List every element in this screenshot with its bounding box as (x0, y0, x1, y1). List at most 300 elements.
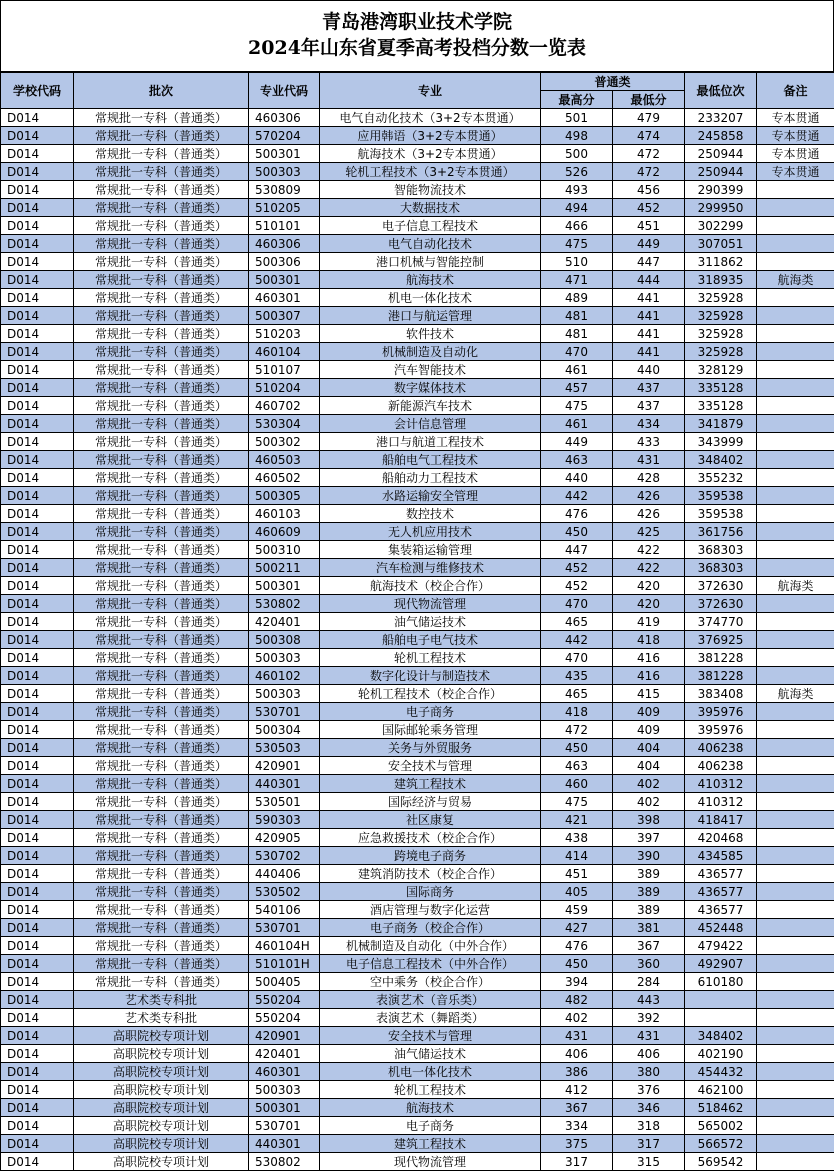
min-rank-cell[interactable]: 402190 (685, 1045, 757, 1063)
batch-cell[interactable]: 常规批一专科（普通类） (74, 667, 249, 685)
major-cell[interactable]: 应急救援技术（校企合作） (320, 829, 541, 847)
major-code-cell[interactable]: 500302 (249, 433, 320, 451)
batch-cell[interactable]: 常规批一专科（普通类） (74, 865, 249, 883)
batch-cell[interactable]: 常规批一专科（普通类） (74, 541, 249, 559)
min-score-cell[interactable]: 474 (613, 127, 685, 145)
remark-cell[interactable] (757, 757, 834, 775)
major-cell[interactable]: 电子信息工程技术（中外合作） (320, 955, 541, 973)
min-score-cell[interactable]: 433 (613, 433, 685, 451)
remark-cell[interactable] (757, 703, 834, 721)
major-cell[interactable]: 跨境电子商务 (320, 847, 541, 865)
major-code-cell[interactable]: 570204 (249, 127, 320, 145)
batch-cell[interactable]: 常规批一专科（普通类） (74, 469, 249, 487)
min-rank-cell[interactable]: 325928 (685, 343, 757, 361)
min-score-cell[interactable]: 437 (613, 379, 685, 397)
remark-cell[interactable] (757, 325, 834, 343)
school-code-cell[interactable]: D014 (1, 757, 74, 775)
major-code-cell[interactable]: 420401 (249, 613, 320, 631)
major-code-cell[interactable]: 500303 (249, 685, 320, 703)
min-score-cell[interactable]: 418 (613, 631, 685, 649)
remark-cell[interactable] (757, 955, 834, 973)
major-code-cell[interactable]: 500308 (249, 631, 320, 649)
batch-cell[interactable]: 高职院校专项计划 (74, 1081, 249, 1099)
max-score-cell[interactable]: 461 (541, 415, 613, 433)
max-score-cell[interactable]: 465 (541, 685, 613, 703)
max-score-cell[interactable]: 493 (541, 181, 613, 199)
batch-cell[interactable]: 常规批一专科（普通类） (74, 307, 249, 325)
min-rank-cell[interactable]: 569542 (685, 1153, 757, 1171)
max-score-cell[interactable]: 442 (541, 487, 613, 505)
max-score-cell[interactable]: 498 (541, 127, 613, 145)
major-code-cell[interactable]: 500307 (249, 307, 320, 325)
school-code-cell[interactable]: D014 (1, 937, 74, 955)
major-code-cell[interactable]: 510204 (249, 379, 320, 397)
school-code-cell[interactable]: D014 (1, 1117, 74, 1135)
major-cell[interactable]: 国际邮轮乘务管理 (320, 721, 541, 739)
major-code-cell[interactable]: 530809 (249, 181, 320, 199)
max-score-cell[interactable]: 394 (541, 973, 613, 991)
remark-cell[interactable] (757, 487, 834, 505)
min-rank-cell[interactable]: 395976 (685, 721, 757, 739)
max-score-cell[interactable]: 449 (541, 433, 613, 451)
major-cell[interactable]: 无人机应用技术 (320, 523, 541, 541)
remark-cell[interactable] (757, 343, 834, 361)
batch-cell[interactable]: 常规批一专科（普通类） (74, 775, 249, 793)
school-code-cell[interactable]: D014 (1, 811, 74, 829)
major-code-cell[interactable]: 590303 (249, 811, 320, 829)
remark-cell[interactable] (757, 1099, 834, 1117)
school-code-cell[interactable]: D014 (1, 415, 74, 433)
major-cell[interactable]: 港口与航道工程技术 (320, 433, 541, 451)
min-rank-cell[interactable]: 311862 (685, 253, 757, 271)
header-remark[interactable]: 备注 (757, 73, 834, 109)
min-rank-cell[interactable]: 452448 (685, 919, 757, 937)
min-rank-cell[interactable]: 381228 (685, 649, 757, 667)
school-code-cell[interactable]: D014 (1, 829, 74, 847)
major-cell[interactable]: 大数据技术 (320, 199, 541, 217)
school-code-cell[interactable]: D014 (1, 127, 74, 145)
remark-cell[interactable] (757, 1063, 834, 1081)
major-cell[interactable]: 会计信息管理 (320, 415, 541, 433)
remark-cell[interactable] (757, 811, 834, 829)
major-cell[interactable]: 空中乘务（校企合作） (320, 973, 541, 991)
header-max-score[interactable]: 最高分 (541, 91, 613, 109)
major-cell[interactable]: 港口机械与智能控制 (320, 253, 541, 271)
major-cell[interactable]: 酒店管理与数字化运营 (320, 901, 541, 919)
major-cell[interactable]: 电气自动化技术 (320, 235, 541, 253)
remark-cell[interactable] (757, 991, 834, 1009)
header-group[interactable]: 普通类 (541, 73, 685, 91)
major-cell[interactable]: 轮机工程技术（校企合作） (320, 685, 541, 703)
max-score-cell[interactable]: 457 (541, 379, 613, 397)
major-cell[interactable]: 软件技术 (320, 325, 541, 343)
major-code-cell[interactable]: 500301 (249, 145, 320, 163)
major-code-cell[interactable]: 550204 (249, 991, 320, 1009)
min-score-cell[interactable]: 440 (613, 361, 685, 379)
batch-cell[interactable]: 常规批一专科（普通类） (74, 379, 249, 397)
major-cell[interactable]: 建筑工程技术 (320, 775, 541, 793)
school-code-cell[interactable]: D014 (1, 253, 74, 271)
school-code-cell[interactable]: D014 (1, 1045, 74, 1063)
school-code-cell[interactable]: D014 (1, 505, 74, 523)
min-rank-cell[interactable]: 406238 (685, 757, 757, 775)
remark-cell[interactable] (757, 379, 834, 397)
max-score-cell[interactable]: 447 (541, 541, 613, 559)
remark-cell[interactable] (757, 973, 834, 991)
major-code-cell[interactable]: 460503 (249, 451, 320, 469)
school-code-cell[interactable]: D014 (1, 325, 74, 343)
min-rank-cell[interactable]: 328129 (685, 361, 757, 379)
min-score-cell[interactable]: 380 (613, 1063, 685, 1081)
max-score-cell[interactable]: 317 (541, 1153, 613, 1171)
min-rank-cell[interactable]: 406238 (685, 739, 757, 757)
major-cell[interactable]: 油气储运技术 (320, 1045, 541, 1063)
min-rank-cell[interactable]: 233207 (685, 109, 757, 127)
school-code-cell[interactable]: D014 (1, 613, 74, 631)
school-code-cell[interactable]: D014 (1, 145, 74, 163)
max-score-cell[interactable]: 501 (541, 109, 613, 127)
major-code-cell[interactable]: 420905 (249, 829, 320, 847)
school-code-cell[interactable]: D014 (1, 469, 74, 487)
batch-cell[interactable]: 常规批一专科（普通类） (74, 415, 249, 433)
school-code-cell[interactable]: D014 (1, 559, 74, 577)
remark-cell[interactable] (757, 775, 834, 793)
school-code-cell[interactable]: D014 (1, 199, 74, 217)
min-rank-cell[interactable]: 348402 (685, 1027, 757, 1045)
remark-cell[interactable]: 专本贯通 (757, 145, 834, 163)
min-rank-cell[interactable]: 410312 (685, 775, 757, 793)
major-code-cell[interactable]: 460306 (249, 109, 320, 127)
major-cell[interactable]: 机械制造及自动化（中外合作） (320, 937, 541, 955)
remark-cell[interactable]: 专本贯通 (757, 109, 834, 127)
school-code-cell[interactable]: D014 (1, 739, 74, 757)
max-score-cell[interactable]: 475 (541, 235, 613, 253)
min-score-cell[interactable]: 451 (613, 217, 685, 235)
batch-cell[interactable]: 常规批一专科（普通类） (74, 235, 249, 253)
min-rank-cell[interactable]: 325928 (685, 325, 757, 343)
max-score-cell[interactable]: 418 (541, 703, 613, 721)
min-rank-cell[interactable]: 374770 (685, 613, 757, 631)
min-score-cell[interactable]: 389 (613, 901, 685, 919)
max-score-cell[interactable]: 526 (541, 163, 613, 181)
remark-cell[interactable] (757, 1153, 834, 1171)
remark-cell[interactable]: 专本贯通 (757, 163, 834, 181)
school-code-cell[interactable]: D014 (1, 649, 74, 667)
min-rank-cell[interactable]: 245858 (685, 127, 757, 145)
batch-cell[interactable]: 常规批一专科（普通类） (74, 829, 249, 847)
min-rank-cell[interactable]: 325928 (685, 307, 757, 325)
min-score-cell[interactable]: 318 (613, 1117, 685, 1135)
major-cell[interactable]: 国际经济与贸易 (320, 793, 541, 811)
min-score-cell[interactable]: 420 (613, 595, 685, 613)
min-rank-cell[interactable] (685, 991, 757, 1009)
remark-cell[interactable] (757, 1081, 834, 1099)
major-cell[interactable]: 国际商务 (320, 883, 541, 901)
max-score-cell[interactable]: 470 (541, 595, 613, 613)
major-cell[interactable]: 船舶动力工程技术 (320, 469, 541, 487)
major-code-cell[interactable]: 460609 (249, 523, 320, 541)
batch-cell[interactable]: 常规批一专科（普通类） (74, 559, 249, 577)
major-cell[interactable]: 数字媒体技术 (320, 379, 541, 397)
school-code-cell[interactable]: D014 (1, 307, 74, 325)
remark-cell[interactable] (757, 253, 834, 271)
school-code-cell[interactable]: D014 (1, 721, 74, 739)
max-score-cell[interactable]: 440 (541, 469, 613, 487)
major-code-cell[interactable]: 460301 (249, 1063, 320, 1081)
major-cell[interactable]: 集装箱运输管理 (320, 541, 541, 559)
header-school-code[interactable]: 学校代码 (1, 73, 74, 109)
major-code-cell[interactable]: 500310 (249, 541, 320, 559)
min-rank-cell[interactable]: 368303 (685, 559, 757, 577)
remark-cell[interactable] (757, 523, 834, 541)
max-score-cell[interactable]: 334 (541, 1117, 613, 1135)
school-code-cell[interactable]: D014 (1, 109, 74, 127)
major-code-cell[interactable]: 440301 (249, 775, 320, 793)
min-rank-cell[interactable]: 335128 (685, 379, 757, 397)
major-cell[interactable]: 安全技术与管理 (320, 757, 541, 775)
min-rank-cell[interactable]: 383408 (685, 685, 757, 703)
min-rank-cell[interactable]: 359538 (685, 487, 757, 505)
remark-cell[interactable] (757, 289, 834, 307)
min-score-cell[interactable]: 346 (613, 1099, 685, 1117)
max-score-cell[interactable]: 450 (541, 523, 613, 541)
remark-cell[interactable] (757, 793, 834, 811)
school-code-cell[interactable]: D014 (1, 991, 74, 1009)
major-cell[interactable]: 表演艺术（音乐类） (320, 991, 541, 1009)
max-score-cell[interactable]: 461 (541, 361, 613, 379)
major-cell[interactable]: 现代物流管理 (320, 1153, 541, 1171)
school-code-cell[interactable]: D014 (1, 973, 74, 991)
remark-cell[interactable] (757, 181, 834, 199)
school-code-cell[interactable]: D014 (1, 1027, 74, 1045)
max-score-cell[interactable]: 472 (541, 721, 613, 739)
remark-cell[interactable] (757, 937, 834, 955)
min-rank-cell[interactable]: 395976 (685, 703, 757, 721)
min-rank-cell[interactable]: 290399 (685, 181, 757, 199)
max-score-cell[interactable]: 463 (541, 757, 613, 775)
major-code-cell[interactable]: 540106 (249, 901, 320, 919)
min-rank-cell[interactable]: 436577 (685, 883, 757, 901)
school-code-cell[interactable]: D014 (1, 919, 74, 937)
school-code-cell[interactable]: D014 (1, 901, 74, 919)
max-score-cell[interactable]: 482 (541, 991, 613, 1009)
batch-cell[interactable]: 常规批一专科（普通类） (74, 361, 249, 379)
min-score-cell[interactable]: 415 (613, 685, 685, 703)
school-code-cell[interactable]: D014 (1, 451, 74, 469)
min-score-cell[interactable]: 449 (613, 235, 685, 253)
min-score-cell[interactable]: 397 (613, 829, 685, 847)
min-score-cell[interactable]: 416 (613, 667, 685, 685)
remark-cell[interactable] (757, 415, 834, 433)
min-score-cell[interactable]: 472 (613, 163, 685, 181)
major-code-cell[interactable]: 500303 (249, 649, 320, 667)
min-score-cell[interactable]: 443 (613, 991, 685, 1009)
max-score-cell[interactable]: 450 (541, 955, 613, 973)
remark-cell[interactable] (757, 1117, 834, 1135)
school-code-cell[interactable]: D014 (1, 271, 74, 289)
remark-cell[interactable] (757, 1027, 834, 1045)
batch-cell[interactable]: 常规批一专科（普通类） (74, 757, 249, 775)
min-rank-cell[interactable]: 368303 (685, 541, 757, 559)
school-code-cell[interactable]: D014 (1, 847, 74, 865)
max-score-cell[interactable]: 412 (541, 1081, 613, 1099)
major-cell[interactable]: 航海技术 (320, 271, 541, 289)
major-code-cell[interactable]: 500304 (249, 721, 320, 739)
max-score-cell[interactable]: 367 (541, 1099, 613, 1117)
major-cell[interactable]: 电子商务 (320, 1117, 541, 1135)
major-code-cell[interactable]: 510101H (249, 955, 320, 973)
school-code-cell[interactable]: D014 (1, 667, 74, 685)
major-code-cell[interactable]: 500211 (249, 559, 320, 577)
min-score-cell[interactable]: 419 (613, 613, 685, 631)
major-cell[interactable]: 汽车检测与维修技术 (320, 559, 541, 577)
batch-cell[interactable]: 常规批一专科（普通类） (74, 901, 249, 919)
max-score-cell[interactable]: 475 (541, 793, 613, 811)
batch-cell[interactable]: 常规批一专科（普通类） (74, 721, 249, 739)
major-cell[interactable]: 电子商务 (320, 703, 541, 721)
remark-cell[interactable] (757, 451, 834, 469)
remark-cell[interactable]: 航海类 (757, 271, 834, 289)
major-cell[interactable]: 安全技术与管理 (320, 1027, 541, 1045)
major-cell[interactable]: 轮机工程技术 (320, 649, 541, 667)
major-code-cell[interactable]: 530702 (249, 847, 320, 865)
major-cell[interactable]: 表演艺术（舞蹈类） (320, 1009, 541, 1027)
batch-cell[interactable]: 常规批一专科（普通类） (74, 883, 249, 901)
batch-cell[interactable]: 常规批一专科（普通类） (74, 487, 249, 505)
min-score-cell[interactable]: 284 (613, 973, 685, 991)
major-code-cell[interactable]: 460301 (249, 289, 320, 307)
major-code-cell[interactable]: 530304 (249, 415, 320, 433)
remark-cell[interactable] (757, 361, 834, 379)
batch-cell[interactable]: 常规批一专科（普通类） (74, 937, 249, 955)
batch-cell[interactable]: 常规批一专科（普通类） (74, 397, 249, 415)
min-rank-cell[interactable]: 420468 (685, 829, 757, 847)
min-rank-cell[interactable]: 566572 (685, 1135, 757, 1153)
max-score-cell[interactable]: 405 (541, 883, 613, 901)
batch-cell[interactable]: 常规批一专科（普通类） (74, 271, 249, 289)
max-score-cell[interactable]: 450 (541, 739, 613, 757)
major-cell[interactable]: 航海技术（3+2专本贯通） (320, 145, 541, 163)
min-rank-cell[interactable]: 372630 (685, 577, 757, 595)
batch-cell[interactable]: 常规批一专科（普通类） (74, 217, 249, 235)
major-code-cell[interactable]: 460104 (249, 343, 320, 361)
remark-cell[interactable] (757, 1135, 834, 1153)
min-score-cell[interactable]: 389 (613, 865, 685, 883)
max-score-cell[interactable]: 481 (541, 325, 613, 343)
remark-cell[interactable] (757, 649, 834, 667)
major-code-cell[interactable]: 530501 (249, 793, 320, 811)
major-cell[interactable]: 建筑消防技术（校企合作） (320, 865, 541, 883)
min-rank-cell[interactable]: 462100 (685, 1081, 757, 1099)
header-major[interactable]: 专业 (320, 73, 541, 109)
batch-cell[interactable]: 常规批一专科（普通类） (74, 181, 249, 199)
min-rank-cell[interactable]: 434585 (685, 847, 757, 865)
batch-cell[interactable]: 常规批一专科（普通类） (74, 685, 249, 703)
remark-cell[interactable] (757, 739, 834, 757)
min-score-cell[interactable]: 360 (613, 955, 685, 973)
major-code-cell[interactable]: 420901 (249, 1027, 320, 1045)
school-code-cell[interactable]: D014 (1, 343, 74, 361)
max-score-cell[interactable]: 463 (541, 451, 613, 469)
max-score-cell[interactable]: 452 (541, 559, 613, 577)
major-code-cell[interactable]: 500303 (249, 163, 320, 181)
school-code-cell[interactable]: D014 (1, 685, 74, 703)
school-code-cell[interactable]: D014 (1, 793, 74, 811)
school-code-cell[interactable]: D014 (1, 955, 74, 973)
major-code-cell[interactable]: 420401 (249, 1045, 320, 1063)
major-cell[interactable]: 轮机工程技术 (320, 1081, 541, 1099)
min-score-cell[interactable]: 444 (613, 271, 685, 289)
min-score-cell[interactable]: 402 (613, 775, 685, 793)
batch-cell[interactable]: 常规批一专科（普通类） (74, 523, 249, 541)
max-score-cell[interactable]: 500 (541, 145, 613, 163)
major-cell[interactable]: 电子商务（校企合作） (320, 919, 541, 937)
major-code-cell[interactable]: 460702 (249, 397, 320, 415)
major-code-cell[interactable]: 510205 (249, 199, 320, 217)
school-code-cell[interactable]: D014 (1, 631, 74, 649)
remark-cell[interactable] (757, 469, 834, 487)
batch-cell[interactable]: 常规批一专科（普通类） (74, 595, 249, 613)
major-code-cell[interactable]: 460306 (249, 235, 320, 253)
min-rank-cell[interactable]: 250944 (685, 163, 757, 181)
major-code-cell[interactable]: 420901 (249, 757, 320, 775)
min-rank-cell[interactable]: 318935 (685, 271, 757, 289)
school-code-cell[interactable]: D014 (1, 1063, 74, 1081)
remark-cell[interactable]: 专本贯通 (757, 127, 834, 145)
max-score-cell[interactable]: 489 (541, 289, 613, 307)
min-rank-cell[interactable]: 372630 (685, 595, 757, 613)
major-cell[interactable]: 数字化设计与制造技术 (320, 667, 541, 685)
major-code-cell[interactable]: 460104H (249, 937, 320, 955)
major-code-cell[interactable]: 530701 (249, 703, 320, 721)
remark-cell[interactable] (757, 613, 834, 631)
min-score-cell[interactable]: 428 (613, 469, 685, 487)
school-code-cell[interactable]: D014 (1, 595, 74, 613)
major-cell[interactable]: 轮机工程技术（3+2专本贯通） (320, 163, 541, 181)
min-score-cell[interactable]: 416 (613, 649, 685, 667)
batch-cell[interactable]: 常规批一专科（普通类） (74, 739, 249, 757)
min-rank-cell[interactable]: 436577 (685, 865, 757, 883)
max-score-cell[interactable]: 459 (541, 901, 613, 919)
batch-cell[interactable]: 高职院校专项计划 (74, 1153, 249, 1171)
min-score-cell[interactable]: 406 (613, 1045, 685, 1063)
batch-cell[interactable]: 常规批一专科（普通类） (74, 811, 249, 829)
min-rank-cell[interactable]: 610180 (685, 973, 757, 991)
batch-cell[interactable]: 艺术类专科批 (74, 1009, 249, 1027)
school-code-cell[interactable]: D014 (1, 775, 74, 793)
min-score-cell[interactable]: 431 (613, 451, 685, 469)
min-rank-cell[interactable]: 454432 (685, 1063, 757, 1081)
min-score-cell[interactable]: 441 (613, 289, 685, 307)
max-score-cell[interactable]: 470 (541, 343, 613, 361)
major-cell[interactable]: 航海技术（校企合作） (320, 577, 541, 595)
major-cell[interactable]: 机电一体化技术 (320, 1063, 541, 1081)
max-score-cell[interactable]: 481 (541, 307, 613, 325)
school-code-cell[interactable]: D014 (1, 1135, 74, 1153)
min-score-cell[interactable]: 441 (613, 325, 685, 343)
min-rank-cell[interactable]: 361756 (685, 523, 757, 541)
min-rank-cell[interactable]: 418417 (685, 811, 757, 829)
school-code-cell[interactable]: D014 (1, 1099, 74, 1117)
school-code-cell[interactable]: D014 (1, 541, 74, 559)
school-code-cell[interactable]: D014 (1, 1081, 74, 1099)
remark-cell[interactable] (757, 865, 834, 883)
school-code-cell[interactable]: D014 (1, 577, 74, 595)
major-code-cell[interactable]: 530701 (249, 919, 320, 937)
min-score-cell[interactable]: 376 (613, 1081, 685, 1099)
remark-cell[interactable] (757, 199, 834, 217)
min-rank-cell[interactable]: 341879 (685, 415, 757, 433)
